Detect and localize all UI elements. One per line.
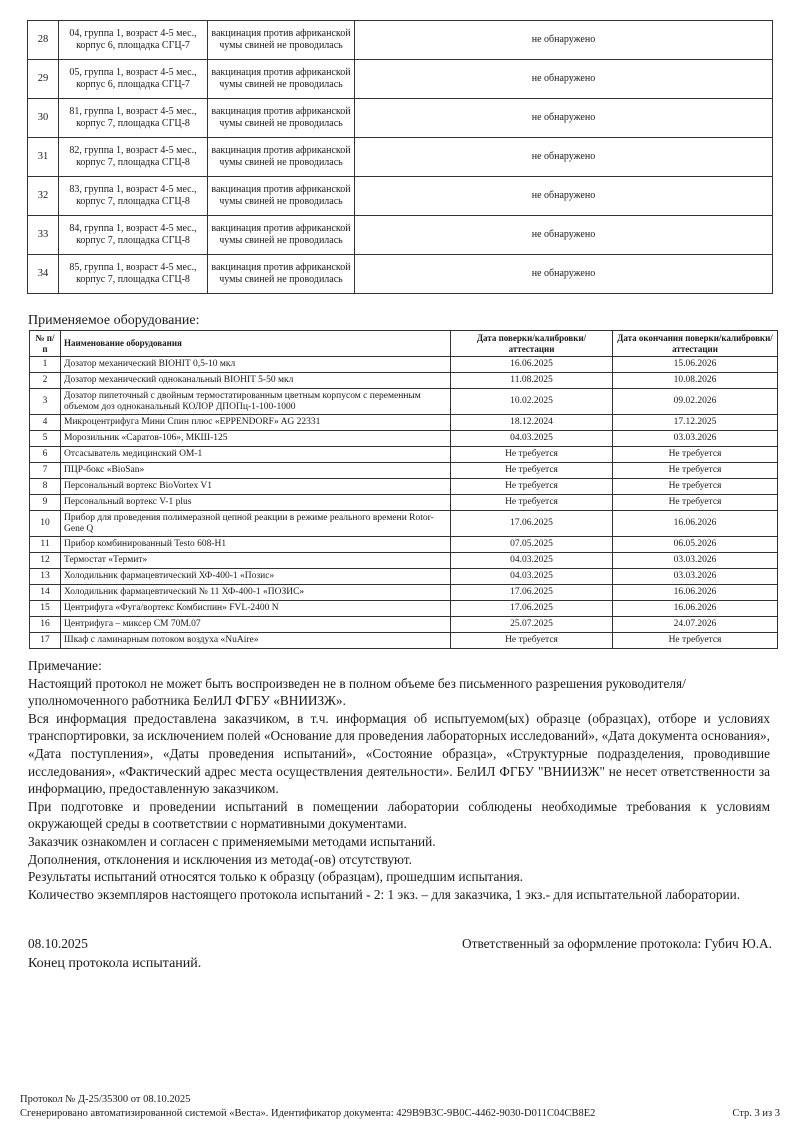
header-num: № п/п <box>30 331 61 357</box>
row-number: 14 <box>30 585 61 601</box>
row-number: 3 <box>30 389 61 415</box>
footer-generated-info: Сгенерировано автоматизированной системой «Веста». Идентификатор документа: 429B9B3C-9B0C-4462-9030-D011C04CB8E2 <box>20 1108 596 1119</box>
note-paragraph: Результаты испытаний относятся только к образцу (образцам), прошедшим испытания. <box>28 869 524 885</box>
table-row <box>30 431 778 447</box>
date-check: 07.05.2025 <box>451 537 613 553</box>
equipment-name: Термостат «Термит» <box>61 553 451 569</box>
date-end: 16.06.2026 <box>613 511 778 537</box>
date-check: Не требуется <box>451 495 613 511</box>
row-number: 13 <box>30 569 61 585</box>
equipment-name: Отсасыватель медицинский ОМ-1 <box>61 447 451 463</box>
signature-date: 08.10.2025 <box>28 936 88 951</box>
row-number: 15 <box>30 601 61 617</box>
footer-page-number: Стр. 3 из 3 <box>732 1108 780 1119</box>
note-paragraph: Заказчик ознакомлен и согласен с применяемыми методами испытаний. <box>28 833 436 849</box>
table-row <box>28 138 773 177</box>
test-result: не обнаружено <box>355 177 773 216</box>
sample-description: 81, группа 1, возраст 4-5 мес., корпус 7, площадка СГЦ-8 <box>59 99 208 138</box>
date-check: 17.06.2025 <box>451 511 613 537</box>
row-number: 9 <box>30 495 61 511</box>
sample-description: 83, группа 1, возраст 4-5 мес., корпус 7, площадка СГЦ-8 <box>59 177 208 216</box>
row-number: 5 <box>30 431 61 447</box>
test-result: не обнаружено <box>355 138 773 177</box>
row-number: 7 <box>30 463 61 479</box>
date-end: Не требуется <box>613 463 778 479</box>
date-end: 17.12.2025 <box>613 415 778 431</box>
equipment-name: Дозатор механический одноканальный BIOHIT 5-50 мкл <box>61 373 451 389</box>
date-end: 16.06.2026 <box>613 601 778 617</box>
table-row <box>28 216 773 255</box>
date-end: 06.05.2026 <box>613 537 778 553</box>
sample-description: 85, группа 1, возраст 4-5 мес., корпус 7, площадка СГЦ-8 <box>59 255 208 294</box>
date-end: 03.03.2026 <box>613 553 778 569</box>
footer-protocol-number: Протокол № Д-25/35300 от 08.10.2025 <box>20 1094 191 1105</box>
header-date-check: Дата поверки/калибровки/аттестации <box>451 331 613 357</box>
table-row <box>28 255 773 294</box>
date-check: 18.12.2024 <box>451 415 613 431</box>
row-number: 34 <box>28 255 59 294</box>
vaccination-status: вакцинация против африканской чумы свиней не проводилась <box>208 177 355 216</box>
sample-description: 84, группа 1, возраст 4-5 мес., корпус 7, площадка СГЦ-8 <box>59 216 208 255</box>
table-row <box>30 601 778 617</box>
date-end: Не требуется <box>613 447 778 463</box>
table-row <box>30 585 778 601</box>
equipment-name: Персональный вортекс BioVortex V1 <box>61 479 451 495</box>
table-row <box>30 537 778 553</box>
equipment-name: Центрифуга «Фуга/вортекс Комбиспин» FVL-2400 N <box>61 601 451 617</box>
table-row <box>30 553 778 569</box>
note-paragraph: Настоящий протокол не может быть воспроизведен не в полном объеме без письменного разрешения руководителя/уполномоченного работника БелИЛ ФГБУ «ВНИИЗЖ». <box>28 675 686 709</box>
note-paragraph: Вся информация предоставлена заказчиком, в т.ч. информация об испытуемом(ых) образце (образцах), отборе и условиях транспортировки, за исключением полей «Основание для проведения лабораторных исследований», «Дата документа основания», «Дата поступления», «Даты проведения испытаний», «Состояние образца», «Структурные подразделения, проводившие исследования», «Фактический адрес места осуществления деятельности». БелИЛ ФГБУ "ВНИИЗЖ" не несет ответственности за информацию, предоставленную заказчиком. <box>28 710 770 797</box>
table-row <box>30 415 778 431</box>
row-number: 33 <box>28 216 59 255</box>
equipment-name: Шкаф с ламинарным потоком воздуха «NuAire» <box>61 633 451 649</box>
sample-description: 05, группа 1, возраст 4-5 мес., корпус 6, площадка СГЦ-7 <box>59 60 208 99</box>
note-paragraph: Количество экземпляров настоящего протокола испытаний - 2: 1 экз. – для заказчика, 1 экз.- для испытательной лаборатории. <box>28 886 741 902</box>
table-row <box>30 479 778 495</box>
table-row <box>28 177 773 216</box>
row-number: 8 <box>30 479 61 495</box>
vaccination-status: вакцинация против африканской чумы свиней не проводилась <box>208 255 355 294</box>
date-check: 10.02.2025 <box>451 389 613 415</box>
row-number: 28 <box>28 21 59 60</box>
date-end: 10.08.2026 <box>613 373 778 389</box>
row-number: 2 <box>30 373 61 389</box>
note-paragraph: Дополнения, отклонения и исключения из метода(-ов) отсутствуют. <box>28 851 412 867</box>
vaccination-status: вакцинация против африканской чумы свиней не проводилась <box>208 138 355 177</box>
row-number: 30 <box>28 99 59 138</box>
row-number: 17 <box>30 633 61 649</box>
date-end: 03.03.2026 <box>613 431 778 447</box>
table-row <box>30 447 778 463</box>
notes-section <box>28 657 770 903</box>
date-end: 15.06.2026 <box>613 357 778 373</box>
date-check: 16.06.2025 <box>451 357 613 373</box>
date-check: Не требуется <box>451 447 613 463</box>
date-end: 16.06.2026 <box>613 585 778 601</box>
results-table <box>27 20 773 294</box>
notes-title: Примечание: <box>28 658 102 673</box>
equipment-name: Персональный вортекс V-1 plus <box>61 495 451 511</box>
equipment-name: Дозатор пипеточный с двойным термостатированным цветным корпусом с переменным объемом доз одноканальный КОЛОР ДПОПц-1-100-1000 <box>61 389 451 415</box>
date-check: 04.03.2025 <box>451 553 613 569</box>
equipment-name: ПЦР-бокс «BioSan» <box>61 463 451 479</box>
table-row <box>30 389 778 415</box>
row-number: 6 <box>30 447 61 463</box>
date-end: Не требуется <box>613 633 778 649</box>
table-row <box>30 495 778 511</box>
row-number: 11 <box>30 537 61 553</box>
row-number: 16 <box>30 617 61 633</box>
test-result: не обнаружено <box>355 60 773 99</box>
equipment-section-title: Применяемое оборудование: <box>28 313 200 328</box>
date-check: 17.06.2025 <box>451 601 613 617</box>
equipment-name: Холодильник фармацевтический ХФ-400-1 «Позис» <box>61 569 451 585</box>
date-check: 11.08.2025 <box>451 373 613 389</box>
equipment-name: Прибор для проведения полимеразной цепной реакции в режиме реального времени Rotor-Gene Q <box>61 511 451 537</box>
date-end: 24.07.2026 <box>613 617 778 633</box>
vaccination-status: вакцинация против африканской чумы свиней не проводилась <box>208 99 355 138</box>
row-number: 4 <box>30 415 61 431</box>
date-check: 25.07.2025 <box>451 617 613 633</box>
date-check: 04.03.2025 <box>451 431 613 447</box>
test-result: не обнаружено <box>355 216 773 255</box>
sample-description: 04, группа 1, возраст 4-5 мес., корпус 6, площадка СГЦ-7 <box>59 21 208 60</box>
row-number: 12 <box>30 553 61 569</box>
table-row <box>30 357 778 373</box>
table-row <box>30 569 778 585</box>
row-number: 29 <box>28 60 59 99</box>
responsible-person: Ответственный за оформление протокола: Губич Ю.А. <box>462 936 772 951</box>
row-number: 32 <box>28 177 59 216</box>
table-row <box>30 463 778 479</box>
date-check: 17.06.2025 <box>451 585 613 601</box>
test-result: не обнаружено <box>355 255 773 294</box>
header-name: Наименование оборудования <box>61 331 451 357</box>
equipment-name: Центрифуга – миксер СМ 70М.07 <box>61 617 451 633</box>
equipment-name: Прибор комбинированный Testo 608-H1 <box>61 537 451 553</box>
date-end: 09.02.2026 <box>613 389 778 415</box>
table-row <box>30 511 778 537</box>
table-row <box>28 99 773 138</box>
row-number: 31 <box>28 138 59 177</box>
date-end: Не требуется <box>613 479 778 495</box>
equipment-name: Морозильник «Саратов-106», МКШ-125 <box>61 431 451 447</box>
header-date-end: Дата окончания поверки/калибровки/аттестации <box>613 331 778 357</box>
date-end: 03.03.2026 <box>613 569 778 585</box>
table-header-row <box>30 331 778 357</box>
vaccination-status: вакцинация против африканской чумы свиней не проводилась <box>208 216 355 255</box>
row-number: 10 <box>30 511 61 537</box>
equipment-name: Микроцентрифуга Мини Спин плюс «EPPENDORF» AG 22331 <box>61 415 451 431</box>
equipment-name: Холодильник фармацевтический № 11 ХФ-400-1 «ПОЗИС» <box>61 585 451 601</box>
equipment-name: Дозатор механический BIOHIT 0,5-10 мкл <box>61 357 451 373</box>
table-row <box>30 617 778 633</box>
date-check: 04.03.2025 <box>451 569 613 585</box>
end-of-protocol: Конец протокола испытаний. <box>28 956 202 971</box>
note-paragraph: При подготовке и проведении испытаний в помещении лаборатории соблюдены необходимые требования к условиям окружающей среды в соответствии с нормативными документами. <box>28 798 770 832</box>
vaccination-status: вакцинация против африканской чумы свиней не проводилась <box>208 60 355 99</box>
test-result: не обнаружено <box>355 21 773 60</box>
table-row <box>28 21 773 60</box>
table-row <box>30 633 778 649</box>
sample-description: 82, группа 1, возраст 4-5 мес., корпус 7, площадка СГЦ-8 <box>59 138 208 177</box>
date-check: Не требуется <box>451 479 613 495</box>
test-result: не обнаружено <box>355 99 773 138</box>
table-row <box>30 373 778 389</box>
vaccination-status: вакцинация против африканской чумы свиней не проводилась <box>208 21 355 60</box>
date-check: Не требуется <box>451 633 613 649</box>
date-end: Не требуется <box>613 495 778 511</box>
table-row <box>28 60 773 99</box>
row-number: 1 <box>30 357 61 373</box>
date-check: Не требуется <box>451 463 613 479</box>
equipment-table <box>29 330 778 649</box>
